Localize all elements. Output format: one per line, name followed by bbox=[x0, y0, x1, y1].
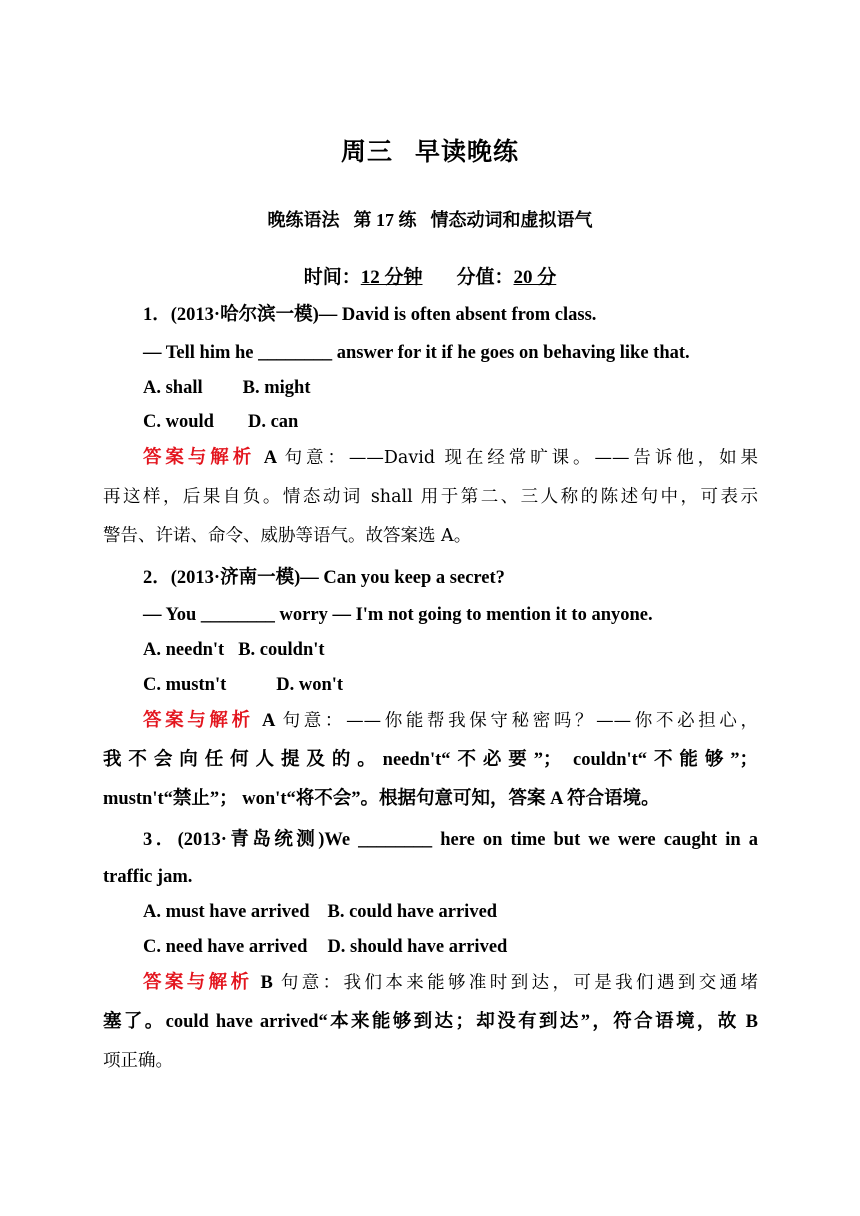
time-score-line bbox=[0, 262, 860, 289]
explanation-text: 句意：——David 现在经常旷课。——告诉他，如果 bbox=[284, 448, 759, 468]
question-2-stem: 2．(2013·济南一模)— Can you keep a secret? bbox=[143, 568, 505, 588]
title-topic: 早读晚练 bbox=[415, 139, 520, 166]
explanation-text: 句意：我们本来能够准时到达，可是我们遇到交通堵 bbox=[280, 973, 759, 993]
answer-letter: A bbox=[262, 711, 275, 731]
question-1-options-ab bbox=[143, 376, 798, 400]
page-title bbox=[0, 132, 860, 168]
explanation-text: 句意：——你能帮我保守秘密吗？——你不必担心， bbox=[282, 711, 759, 731]
subtitle-number: 第 17 练 bbox=[353, 210, 417, 230]
answer-letter: A bbox=[263, 448, 277, 468]
section-subtitle bbox=[0, 206, 860, 232]
option-b: B. could have arrived bbox=[327, 902, 498, 922]
time-value: 12 分钟 bbox=[360, 267, 423, 288]
answer-label: 答案与解析 bbox=[143, 448, 256, 468]
question-1-explanation-2: 再这样，后果自负。情态动词 shall 用于第二、三人称的陈述句中，可表示 bbox=[103, 487, 758, 507]
question-1-options-cd bbox=[143, 410, 798, 434]
option-a: A. must have arrived bbox=[143, 902, 310, 922]
question-3-explanation-3: 项正确。 bbox=[103, 1051, 173, 1071]
question-3-options-cd bbox=[143, 935, 798, 959]
option-c: C. mustn't bbox=[143, 675, 227, 695]
score-label: 分值： bbox=[456, 267, 514, 288]
option-c: C. need have arrived bbox=[143, 937, 308, 957]
option-c: C. would bbox=[143, 412, 214, 432]
title-day: 周三 bbox=[340, 139, 393, 166]
option-a: A. shall bbox=[143, 378, 203, 398]
question-3-explanation-2: 塞了。could have arrived“本来能够到达；却没有到达”，符合语境，故 B bbox=[103, 1012, 758, 1032]
question-1-explanation-1 bbox=[143, 446, 758, 470]
question-2-explanation-1 bbox=[143, 709, 758, 733]
time-label: 时间： bbox=[303, 267, 361, 288]
option-d: D. can bbox=[247, 412, 299, 432]
question-2-explanation-3: mustn't“禁止”； won't“将不会”。根据句意可知，答案 A 符合语境。 bbox=[103, 789, 660, 809]
subtitle-topic: 情态动词和虚拟语气 bbox=[430, 210, 593, 230]
question-3-stem-2: traffic jam. bbox=[103, 867, 193, 887]
option-d: D. should have arrived bbox=[327, 937, 508, 957]
question-2-options-ab bbox=[143, 638, 798, 662]
question-1-stem: 1．(2013·哈尔滨一模)— David is often absent from class. bbox=[143, 305, 597, 325]
answer-label: 答案与解析 bbox=[143, 711, 254, 731]
question-2-stem-2: — You ________ worry — I'm not going to mention it to anyone. bbox=[143, 605, 653, 625]
question-2-options-cd bbox=[143, 673, 798, 697]
question-1-stem-2: — Tell him he ________ answer for it if he goes on behaving like that. bbox=[143, 343, 690, 363]
answer-label: 答案与解析 bbox=[143, 973, 253, 993]
score-value: 20 分 bbox=[513, 267, 557, 288]
question-1-explanation-3: 警告、许诺、命令、威胁等语气。故答案选 A。 bbox=[103, 526, 472, 546]
question-2-explanation-2: 我不会向任何人提及的。needn't“不必要”； couldn't“不能够”； bbox=[103, 750, 758, 770]
question-3-options-ab bbox=[143, 900, 798, 924]
option-b: B. might bbox=[242, 378, 311, 398]
subtitle-section: 晚练语法 bbox=[267, 210, 340, 230]
question-3-stem: 3．(2013·青岛统测)We ________ here on time but we were caught in a bbox=[143, 830, 758, 850]
question-3-explanation-1 bbox=[143, 971, 758, 995]
option-a: A. needn't bbox=[143, 640, 225, 660]
option-d: D. won't bbox=[276, 675, 344, 695]
option-b: B. couldn't bbox=[238, 640, 325, 660]
answer-letter: B bbox=[260, 973, 273, 993]
